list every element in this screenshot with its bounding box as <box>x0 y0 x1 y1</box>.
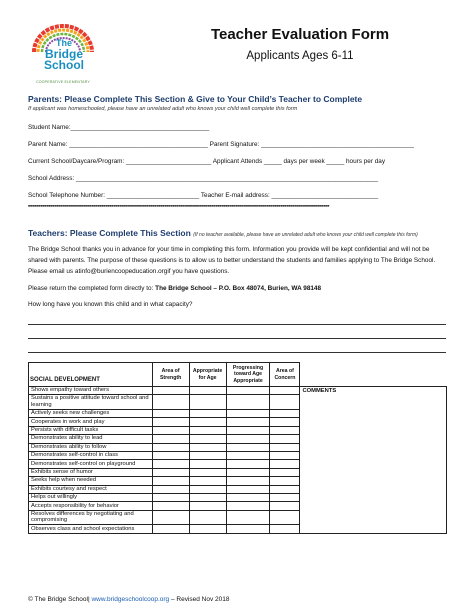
rating-cell[interactable] <box>189 525 226 533</box>
row-label: Actively seeks new challenges <box>29 409 153 417</box>
form-subtitle: Applicants Ages 6-11 <box>246 50 354 62</box>
rating-cell[interactable] <box>270 468 300 476</box>
rating-cell[interactable] <box>226 443 270 451</box>
rating-cell[interactable] <box>152 435 189 443</box>
row-label: Exhibits sense of humor <box>29 468 153 476</box>
rating-cell[interactable] <box>226 510 270 525</box>
rating-cell[interactable] <box>226 418 270 426</box>
answer-line[interactable] <box>28 352 446 353</box>
rating-cell[interactable] <box>189 510 226 525</box>
rating-cell[interactable] <box>270 525 300 533</box>
student-name-field[interactable]: Student Name:_______________________________________ <box>28 124 210 131</box>
rating-cell[interactable] <box>270 477 300 485</box>
rating-cell[interactable] <box>189 435 226 443</box>
rating-cell[interactable] <box>270 451 300 459</box>
rating-cell[interactable] <box>226 426 270 434</box>
col-header-area-of-concern: Area of Concern <box>270 363 300 387</box>
table-row <box>29 387 447 395</box>
parents-section-heading: Parents: Please Complete This Section & Give to Your Child’s Teacher to Complete <box>28 94 363 104</box>
rating-cell[interactable] <box>152 502 189 510</box>
rating-cell[interactable] <box>152 460 189 468</box>
comments-label: COMMENTS <box>302 388 337 394</box>
rating-cell[interactable] <box>270 502 300 510</box>
rating-cell[interactable] <box>152 387 189 395</box>
row-label: Exhibits courtesy and respect <box>29 485 153 493</box>
rating-cell[interactable] <box>270 510 300 525</box>
rating-cell[interactable] <box>189 502 226 510</box>
rating-cell[interactable] <box>226 502 270 510</box>
table-header-row <box>29 363 447 387</box>
rating-cell[interactable] <box>226 387 270 395</box>
comments-cell[interactable] <box>300 387 447 534</box>
col-header-social-development: SOCIAL DEVELOPMENT <box>29 363 153 387</box>
rating-cell[interactable] <box>226 435 270 443</box>
rating-cell[interactable] <box>152 485 189 493</box>
rating-cell[interactable] <box>226 409 270 417</box>
rating-cell[interactable] <box>152 443 189 451</box>
teachers-section-heading <box>28 228 418 238</box>
logo-line-3: School <box>43 58 84 72</box>
row-label: Persists with difficult tasks <box>29 426 153 434</box>
row-label: Demonstrates self-control on playground <box>29 460 153 468</box>
rating-cell[interactable] <box>189 460 226 468</box>
row-label: Shows empathy toward others <box>29 387 153 395</box>
rating-cell[interactable] <box>270 395 300 410</box>
rating-cell[interactable] <box>152 409 189 417</box>
parents-section-note: If applicant was homeschooled, please have an unrelated adult who knows your child well complete this form <box>28 106 298 112</box>
logo-wordmark <box>36 38 92 71</box>
col-header-area-of-strength: Area of Strength <box>152 363 189 387</box>
rating-cell[interactable] <box>189 409 226 417</box>
col-header-progressing: Progressing toward Age Appropriate <box>226 363 270 387</box>
rating-cell[interactable] <box>152 525 189 533</box>
row-label: Demonstrates self-control in class <box>29 451 153 459</box>
rating-cell[interactable] <box>270 387 300 395</box>
rating-cell[interactable] <box>270 493 300 501</box>
row-label: Demonstrates ability to lead <box>29 435 153 443</box>
return-address-line <box>28 285 321 292</box>
school-phone-field[interactable]: School Telephone Number: __________________________ Teacher E-mail address: ______________________________ <box>28 192 379 199</box>
rating-cell[interactable] <box>189 426 226 434</box>
footer-website-link[interactable]: www.bridgeschoolcoop.org <box>91 596 170 603</box>
answer-line[interactable] <box>28 324 446 325</box>
rating-cell[interactable] <box>152 418 189 426</box>
return-address: The Bridge School – P.O. Box 48074, Burien, WA 98148 <box>155 285 322 292</box>
rating-cell[interactable] <box>152 395 189 410</box>
rating-cell[interactable] <box>270 460 300 468</box>
rating-cell[interactable] <box>189 443 226 451</box>
logo-tagline: COOPERATIVE ELEMENTARY <box>36 80 90 84</box>
row-label: Observes class and school expectations <box>29 525 153 533</box>
rating-cell[interactable] <box>152 477 189 485</box>
rating-cell[interactable] <box>189 485 226 493</box>
school-address-field[interactable]: School Address: _____________________________________________________________________________________ <box>28 175 379 182</box>
rating-cell[interactable] <box>189 477 226 485</box>
school-logo <box>28 22 98 88</box>
current-school-field[interactable]: Current School/Daycare/Program: ________________________ Applicant Attends _____ days per week _____ hours per day <box>28 158 386 165</box>
col-header-appropriate-for-age: Appropriate for Age <box>189 363 226 387</box>
teachers-heading-text: Teachers: Please Complete This Section <box>28 228 191 238</box>
teachers-heading-note: (If no teacher available, please have an unrelated adult who knows your child well complete this form) <box>193 232 418 238</box>
col-header-blank <box>300 363 447 387</box>
row-label: Demonstrates ability to follow <box>29 443 153 451</box>
rating-cell[interactable] <box>189 395 226 410</box>
rating-cell[interactable] <box>270 435 300 443</box>
logo-line-1: The <box>55 38 72 48</box>
rating-cell[interactable] <box>152 510 189 525</box>
rating-cell[interactable] <box>189 493 226 501</box>
rating-cell[interactable] <box>270 418 300 426</box>
parent-name-field[interactable]: Parent Name: _______________________________________ Parent Signature: ___________________________________________ <box>28 141 414 148</box>
logo-line-2: Bridge <box>44 47 83 61</box>
row-label: Sustains a positive attitude toward school and learning <box>29 395 153 410</box>
how-long-question: How long have you known this child and in what capacity? <box>28 301 193 308</box>
row-label: Cooperates in work and play <box>29 418 153 426</box>
rating-cell[interactable] <box>152 426 189 434</box>
answer-line[interactable] <box>28 338 446 339</box>
rating-cell[interactable] <box>226 525 270 533</box>
rating-cell[interactable] <box>152 451 189 459</box>
rating-cell[interactable] <box>270 443 300 451</box>
row-label: Helps out willingly <box>29 493 153 501</box>
rating-cell[interactable] <box>189 451 226 459</box>
rating-cell[interactable] <box>189 387 226 395</box>
social-development-table <box>28 362 447 534</box>
section-divider: **************************************************************************************************************************************************** <box>28 205 330 211</box>
rating-cell[interactable] <box>226 460 270 468</box>
rating-cell[interactable] <box>270 485 300 493</box>
rating-cell[interactable] <box>226 485 270 493</box>
rating-cell[interactable] <box>226 477 270 485</box>
footer-copyright: © The Bridge School| <box>28 596 90 603</box>
rating-cell[interactable] <box>226 395 270 410</box>
rating-cell[interactable] <box>152 468 189 476</box>
teachers-intro-paragraph: The Bridge School thanks you in advance for your time in completing this form. Information you provide will be kept confidential and will not be shared with parents. The purpose of these questions is to allow us to better understand the students and families applying to The Bridge School. Please email us atinfo@buriencoopeducation.orgif you have questions. <box>28 246 436 275</box>
page-footer <box>28 596 230 603</box>
rating-cell[interactable] <box>189 418 226 426</box>
row-label: Accepts responsibility for behavior <box>29 502 153 510</box>
return-prefix: Please return the completed form directly to: <box>28 285 156 292</box>
rating-cell[interactable] <box>189 468 226 476</box>
row-label: Resolves differences by negotiating and compromising <box>29 510 153 525</box>
rating-cell[interactable] <box>270 409 300 417</box>
form-title: Teacher Evaluation Form <box>210 26 390 43</box>
rating-cell[interactable] <box>226 493 270 501</box>
rating-cell[interactable] <box>226 451 270 459</box>
rating-cell[interactable] <box>152 493 189 501</box>
footer-revised: – Revised Nov 2018 <box>170 596 230 603</box>
row-label: Seeks help when needed <box>29 477 153 485</box>
rating-cell[interactable] <box>226 468 270 476</box>
rating-cell[interactable] <box>270 426 300 434</box>
